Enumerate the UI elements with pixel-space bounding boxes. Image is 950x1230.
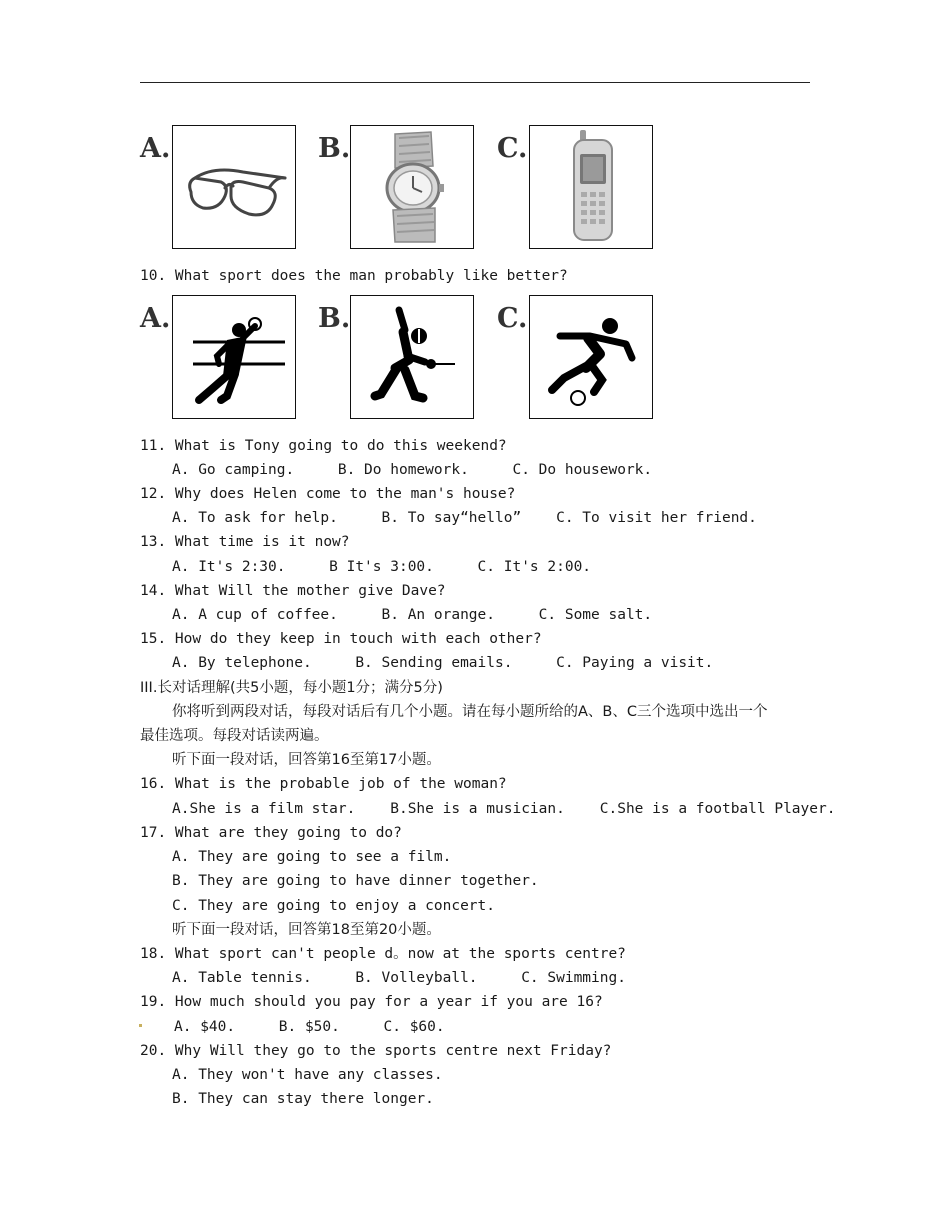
glasses-icon: [172, 125, 296, 249]
dialogue-2-intro: 听下面一段对话，回答第18至第20小题。: [172, 922, 441, 938]
question-17-option-a: A. They are going to see a film.: [172, 849, 452, 865]
stray-mark: [139, 1024, 142, 1027]
question-11: 11. What is Tony going to do this weekend?: [140, 438, 507, 454]
header-rule: [140, 82, 810, 83]
option-letter: A.: [140, 133, 171, 164]
question-16: 16. What is the probable job of the woman?: [140, 776, 507, 792]
question-18-options: A. Table tennis. B. Volleyball. C. Swimming.: [172, 970, 626, 986]
question-19: 19. How much should you pay for a year if you are 16?: [140, 994, 603, 1010]
question-14: 14. What Will the mother give Dave?: [140, 583, 446, 599]
question-17-option-c: C. They are going to enjoy a concert.: [172, 898, 496, 914]
watch-icon: [350, 125, 474, 249]
dialogue-1-intro: 听下面一段对话，回答第16至第17小题。: [172, 752, 441, 768]
q9-options: [140, 125, 680, 255]
question-20-option-a: A. They won't have any classes.: [172, 1067, 443, 1083]
question-20-option-b: B. They can stay there longer.: [172, 1091, 434, 1107]
section-instructions: 你将听到两段对话，每段对话后有几个小题。请在每小题所给的A、B、C三个选项中选出一个: [172, 704, 768, 720]
question-18: 18. What sport can't people d。now at the sports centre?: [140, 946, 626, 962]
question-13-options: A. It's 2:30. B It's 3:00. C. It's 2:00.: [172, 559, 592, 575]
question-14-options: A. A cup of coffee. B. An orange. C. Some salt.: [172, 607, 653, 623]
question-10: 10. What sport does the man probably like better?: [140, 268, 568, 284]
question-20: 20. Why Will they go to the sports centre next Friday?: [140, 1043, 612, 1059]
question-12: 12. Why does Helen come to the man's house?: [140, 486, 516, 502]
section-iii-heading: III.长对话理解(共5小题，每小题1分；满分5分): [140, 680, 443, 696]
question-15-options: A. By telephone. B. Sending emails. C. Paying a visit.: [172, 655, 714, 671]
question-13: 13. What time is it now?: [140, 534, 350, 550]
question-12-options: A. To ask for help. B. To say“hello” C. To visit her friend.: [172, 510, 757, 526]
option-letter: B.: [318, 303, 351, 334]
option-letter: B.: [318, 133, 351, 164]
section-instructions-cont: 最佳选项。每段对话读两遍。: [140, 728, 329, 744]
q10-options: [140, 295, 680, 425]
volleyball-pictogram-icon: [172, 295, 296, 419]
question-16-options: A.She is a film star. B.She is a musician. C.She is a football Player.: [172, 801, 836, 817]
option-letter: C.: [497, 303, 528, 334]
question-11-options: A. Go camping. B. Do homework. C. Do housework.: [172, 462, 653, 478]
question-19-options: A. $40. B. $50. C. $60.: [174, 1019, 445, 1035]
fencing-pictogram-icon: [350, 295, 474, 419]
mobile-phone-icon: [529, 125, 653, 249]
question-17: 17. What are they going to do?: [140, 825, 402, 841]
option-letter: C.: [497, 133, 528, 164]
football-pictogram-icon: [529, 295, 653, 419]
option-letter: A.: [140, 303, 171, 334]
question-15: 15. How do they keep in touch with each other?: [140, 631, 542, 647]
question-17-option-b: B. They are going to have dinner together.: [172, 873, 539, 889]
